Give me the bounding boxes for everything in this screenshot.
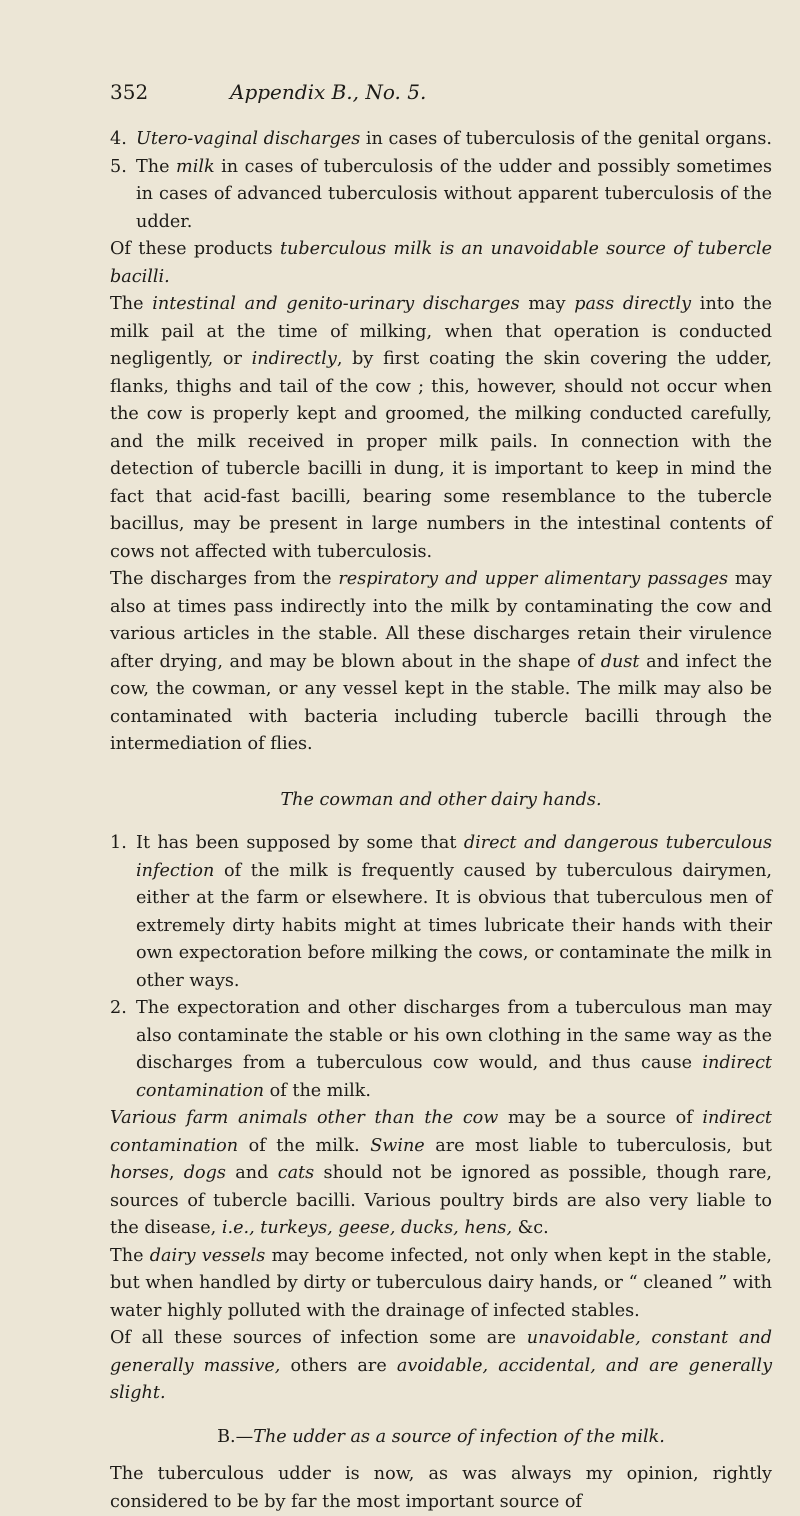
paragraph: Of all these sources of infection some are unavoidable, constant and generally massive, others are avoidable, accidental, and are generally slight.	[110, 1328, 773, 1403]
paragraph: The discharges from the respiratory and upper alimentary passages may also at times pass indirectly into the milk by contaminating the cow and various articles in the stable. All these discharges retain their virulence after drying, and may be blown about in the shape of dust and infect the cow, the cowman, or any vessel kept in the stable. The milk may also be contaminated with bacteria including tubercle bacilli through the intermediation of flies.	[110, 569, 772, 754]
page-number: 352	[110, 80, 149, 104]
running-title: Appendix B., No. 5.	[230, 80, 427, 104]
list-item: 2. The expectoration and other discharges from a tuberculous man may also contaminate the stable or his own clothing in the same way as the discharges from a tuberculous cow would, and thus cause indirect contamination of the milk.	[110, 998, 772, 1101]
section-heading: The cowman and other dairy hands.	[280, 789, 602, 810]
page-body	[110, 126, 772, 1516]
paragraph: The tuberculous udder is now, as was always my opinion, rightly considered to be by far the most important source of	[110, 1464, 772, 1512]
paragraph: Various farm animals other than the cow may be a source of indirect contamination of the milk. Swine are most liable to tuberculosis, but horses, dogs and cats should not be ignored as possible, though rare, sources of tubercle bacilli. Various poultry birds are also very liable to the disease, i.e., turkeys, geese, ducks, hens, &c.	[110, 1108, 772, 1238]
list-item: 4. Utero-vaginal discharges in cases of tuberculosis of the genital organs.	[110, 129, 772, 149]
section-heading: B.—The udder as a source of infection of the milk.	[217, 1426, 665, 1447]
paragraph: Of these products tuberculous milk is an unavoidable source of tubercle bacilli.	[110, 239, 772, 287]
paragraph: The intestinal and genito-urinary discharges may pass directly into the milk pail at the time of milking, when that operation is conducted negligently, or indirectly, by first coating the skin covering the udder, flanks, thighs and tail of the cow ; this, however, should not occur when the cow is properly kept and groomed, the milking conducted carefully, and the milk received in proper milk pails. In connection with the detection of tubercle bacilli in dung, it is important to keep in mind the fact that acid-fast bacilli, bearing some resemblance to the tubercle bacillus, may be present in large numbers in the intestinal contents of cows not affected with tuberculosis.	[110, 294, 772, 562]
list-item: 1. It has been supposed by some that direct and dangerous tuberculous infection of the milk is frequently caused by tuberculous dairymen, either at the farm or elsewhere. It is obvious that tuberculous men of extremely dirty habits might at times lubricate their hands with their own expectoration before milking the cows, or contaminate the milk in other ways.	[110, 833, 772, 991]
page-header	[110, 80, 750, 110]
paragraph: The dairy vessels may become infected, not only when kept in the stable, but when handled by dirty or tuberculous dairy hands, or “ cleaned ” with water highly polluted with the drainage of infected stables.	[110, 1245, 772, 1321]
list-item: 5. The milk in cases of tuberculosis of the udder and possibly sometimes in cases of advanced tuberculosis without apparent tuberculosis of the udder.	[110, 156, 772, 232]
